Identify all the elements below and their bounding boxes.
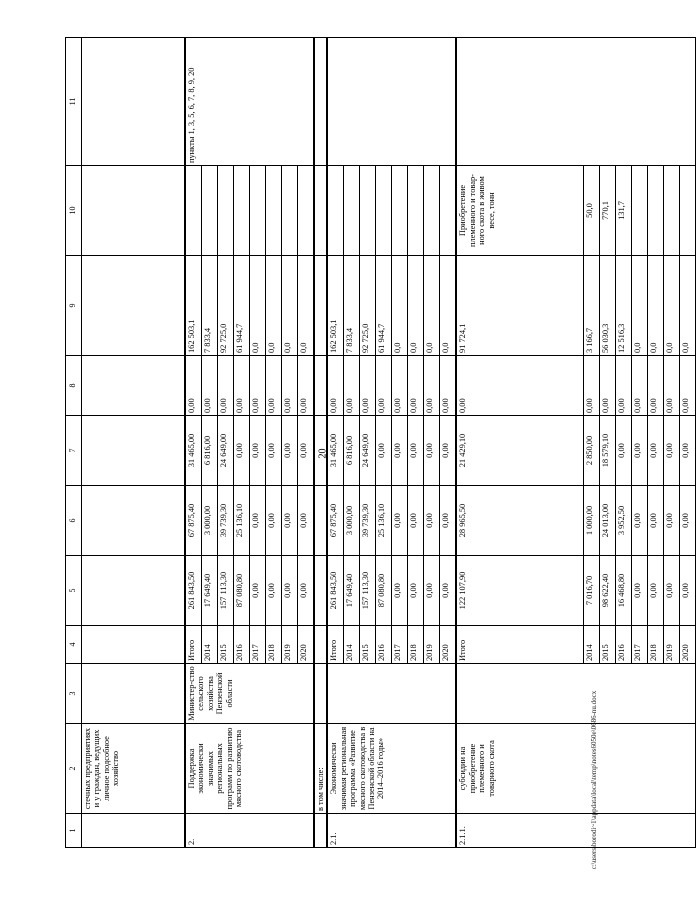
total-cell: 17 649,40 xyxy=(202,556,218,626)
municipal-cell: 0,00 xyxy=(234,356,250,416)
intext-row xyxy=(315,38,327,848)
regional-cell: 0,00 xyxy=(376,416,392,486)
intext-label: в том числе: xyxy=(315,724,327,814)
federal-cell: 25 136,10 xyxy=(376,486,392,556)
regional-cell: 0,00 xyxy=(266,416,282,486)
regional-cell: 2 850,00 xyxy=(584,416,600,486)
row-name: Поддержка экономически значимых региональных программ по развитию мясного скотоводства xyxy=(186,724,314,814)
regional-cell: 0,00 xyxy=(282,416,298,486)
regional-cell: 6 816,00 xyxy=(344,416,360,486)
other-cell: 0,0 xyxy=(250,256,266,356)
municipal-cell: 0,00 xyxy=(186,356,202,416)
total-cell: 0,00 xyxy=(424,556,440,626)
regional-cell: 24 649,00 xyxy=(360,416,376,486)
total-cell: 157 113,30 xyxy=(218,556,234,626)
continuation-row xyxy=(82,38,185,848)
other-cell: 0,0 xyxy=(648,256,664,356)
indicator-cell xyxy=(186,166,202,256)
table-row xyxy=(186,38,202,848)
document-footer-path: c:\users\borodi~1\appdata\local\temp\notes6050e\0686-nu.docx xyxy=(590,690,598,870)
cell xyxy=(315,814,327,848)
federal-cell: 0,00 xyxy=(664,486,680,556)
table-row xyxy=(328,38,344,848)
total-cell: 0,00 xyxy=(282,556,298,626)
col-header: 8 xyxy=(66,356,82,416)
cell xyxy=(82,38,185,166)
cell xyxy=(315,166,327,256)
federal-cell: 39 739,30 xyxy=(360,486,376,556)
row-name: Экономически значимая региональная программа «Развитие мясного скотоводства в Пензенской области на 2014–2016 годы» xyxy=(328,724,456,814)
year-cell: 2015 xyxy=(600,626,616,664)
indicator-cell xyxy=(360,166,376,256)
total-cell: 0,00 xyxy=(664,556,680,626)
regional-cell: 0,00 xyxy=(408,416,424,486)
col-header: 7 xyxy=(66,416,82,486)
total-cell: 0,00 xyxy=(408,556,424,626)
municipal-cell: 0,00 xyxy=(648,356,664,416)
municipal-cell: 0,00 xyxy=(360,356,376,416)
indicator-value: 50,0 xyxy=(584,166,600,256)
cell xyxy=(82,664,185,724)
regional-cell: 24 649,00 xyxy=(218,416,234,486)
cell xyxy=(315,356,327,416)
total-cell: 98 622,40 xyxy=(600,556,616,626)
other-cell: 162 503,1 xyxy=(328,256,344,356)
federal-cell: 67 875,40 xyxy=(186,486,202,556)
federal-cell: 1 000,00 xyxy=(584,486,600,556)
budget-table xyxy=(65,37,185,848)
federal-cell: 25 136,10 xyxy=(234,486,250,556)
federal-cell: 0,00 xyxy=(266,486,282,556)
cell xyxy=(315,486,327,556)
other-cell: 92 725,0 xyxy=(218,256,234,356)
total-cell: 0,00 xyxy=(632,556,648,626)
other-cell: 61 944,7 xyxy=(376,256,392,356)
federal-cell: 67 875,40 xyxy=(328,486,344,556)
indicator-cell xyxy=(202,166,218,256)
municipal-cell: 0,00 xyxy=(376,356,392,416)
regional-cell: 0,00 xyxy=(250,416,266,486)
year-cell: 2019 xyxy=(424,626,440,664)
municipal-cell: 0,00 xyxy=(664,356,680,416)
executor xyxy=(457,664,696,724)
regional-cell: 6 816,00 xyxy=(202,416,218,486)
total-cell: 87 080,80 xyxy=(234,556,250,626)
other-cell: 56 030,3 xyxy=(600,256,616,356)
notes-cell xyxy=(457,38,696,166)
municipal-cell: 0,00 xyxy=(600,356,616,416)
section-2-1-table xyxy=(327,37,456,848)
cell xyxy=(315,626,327,664)
indicator-cell xyxy=(344,166,360,256)
cell xyxy=(82,556,185,626)
cell xyxy=(82,486,185,556)
federal-cell: 3 000,00 xyxy=(344,486,360,556)
municipal-cell: 0,00 xyxy=(298,356,314,416)
regional-cell: 21 429,10 xyxy=(457,416,584,486)
indicator-value xyxy=(648,166,664,256)
cell xyxy=(82,416,185,486)
year-cell: 2020 xyxy=(680,626,696,664)
col-header: 2 xyxy=(66,724,82,814)
indicator-cell xyxy=(298,166,314,256)
row-number: 2.1.1. xyxy=(457,814,696,848)
year-cell: 2019 xyxy=(664,626,680,664)
cell xyxy=(315,38,327,166)
other-cell: 7 833,4 xyxy=(344,256,360,356)
column-number-row xyxy=(66,38,82,848)
municipal-cell: 0,00 xyxy=(392,356,408,416)
municipal-cell: 0,00 xyxy=(250,356,266,416)
other-cell: 12 516,3 xyxy=(616,256,632,356)
indicator-cell xyxy=(440,166,456,256)
total-cell: 7 016,70 xyxy=(584,556,600,626)
total-cell: 0,00 xyxy=(266,556,282,626)
total-cell: 0,00 xyxy=(648,556,664,626)
regional-cell: 0,00 xyxy=(616,416,632,486)
indicator-cell xyxy=(376,166,392,256)
year-cell: 2015 xyxy=(218,626,234,664)
federal-cell: 0,00 xyxy=(392,486,408,556)
total-cell: 16 468,80 xyxy=(616,556,632,626)
regional-cell: 0,00 xyxy=(234,416,250,486)
federal-cell: 0,00 xyxy=(282,486,298,556)
year-cell: 2018 xyxy=(408,626,424,664)
year-cell: 2017 xyxy=(632,626,648,664)
regional-cell: 0,00 xyxy=(632,416,648,486)
indicator-value xyxy=(632,166,648,256)
year-cell: 2020 xyxy=(298,626,314,664)
indicator-cell xyxy=(328,166,344,256)
federal-cell: 3 952,50 xyxy=(616,486,632,556)
municipal-cell: 0,00 xyxy=(218,356,234,416)
municipal-cell: 0,00 xyxy=(616,356,632,416)
total-cell: 157 113,30 xyxy=(360,556,376,626)
regional-cell: 0,00 xyxy=(664,416,680,486)
other-cell: 0,0 xyxy=(282,256,298,356)
regional-cell: 31 465,00 xyxy=(328,416,344,486)
cell xyxy=(82,356,185,416)
other-cell: 61 944,7 xyxy=(234,256,250,356)
federal-cell: 3 000,00 xyxy=(202,486,218,556)
other-cell: 0,0 xyxy=(392,256,408,356)
regional-cell: 0,00 xyxy=(440,416,456,486)
notes-cell: пункты 1, 3, 5, 6, 7, 8, 9, 20 xyxy=(186,38,314,166)
indicator-cell xyxy=(392,166,408,256)
indicator-value xyxy=(664,166,680,256)
regional-cell: 0,00 xyxy=(424,416,440,486)
year-cell: 2018 xyxy=(648,626,664,664)
intext-table xyxy=(314,37,327,848)
federal-cell: 0,00 xyxy=(632,486,648,556)
total-cell: 261 843,50 xyxy=(328,556,344,626)
col-header: 4 xyxy=(66,626,82,664)
indicator-value xyxy=(680,166,696,256)
regional-cell: 18 579,10 xyxy=(600,416,616,486)
cell xyxy=(315,256,327,356)
other-cell: 162 503,1 xyxy=(186,256,202,356)
federal-cell: 28 965,50 xyxy=(457,486,584,556)
municipal-cell: 0,00 xyxy=(424,356,440,416)
other-cell: 92 725,0 xyxy=(360,256,376,356)
federal-cell: 0,00 xyxy=(298,486,314,556)
cell xyxy=(315,416,327,486)
notes-cell xyxy=(328,38,456,166)
total-cell: 0,00 xyxy=(392,556,408,626)
indicator-cell xyxy=(234,166,250,256)
col-header: 11 xyxy=(66,38,82,166)
year-cell: 2014 xyxy=(344,626,360,664)
other-cell: 0,0 xyxy=(440,256,456,356)
other-cell: 0,0 xyxy=(632,256,648,356)
col-header: 5 xyxy=(66,556,82,626)
regional-cell: 0,00 xyxy=(298,416,314,486)
other-cell: 0,0 xyxy=(408,256,424,356)
indicator-cell xyxy=(266,166,282,256)
total-cell: 17 649,40 xyxy=(344,556,360,626)
year-cell: 2016 xyxy=(616,626,632,664)
other-cell: 0,0 xyxy=(424,256,440,356)
other-cell: 0,0 xyxy=(266,256,282,356)
cell xyxy=(315,664,327,724)
year-cell: 2016 xyxy=(234,626,250,664)
federal-cell: 0,00 xyxy=(680,486,696,556)
regional-cell: 0,00 xyxy=(680,416,696,486)
municipal-cell: 0,00 xyxy=(202,356,218,416)
indicator-cell xyxy=(282,166,298,256)
cell xyxy=(82,166,185,256)
col-header: 1 xyxy=(66,814,82,848)
total-cell: 0,00 xyxy=(298,556,314,626)
year-cell: Итого xyxy=(186,626,202,664)
year-cell: Итого xyxy=(457,626,584,664)
col-header: 6 xyxy=(66,486,82,556)
indicator-title: Приобретение племенного и товар-ного скота в живом весе, тонн xyxy=(457,166,584,256)
other-cell: 0,0 xyxy=(664,256,680,356)
municipal-cell: 0,00 xyxy=(328,356,344,416)
indicator-value: 770,1 xyxy=(600,166,616,256)
row-number: 2. xyxy=(186,814,314,848)
col-header: 10 xyxy=(66,166,82,256)
continued-name: стечных предприятиях и у граждан, ведущих личное подсобное хозяйство xyxy=(82,724,185,814)
cell xyxy=(315,556,327,626)
other-cell: 0,0 xyxy=(298,256,314,356)
year-cell: 2017 xyxy=(250,626,266,664)
cell xyxy=(82,814,185,848)
municipal-cell: 0,00 xyxy=(344,356,360,416)
indicator-value: 131,7 xyxy=(616,166,632,256)
federal-cell: 24 013,00 xyxy=(600,486,616,556)
regional-cell: 0,00 xyxy=(392,416,408,486)
year-cell: 2014 xyxy=(202,626,218,664)
year-cell: 2016 xyxy=(376,626,392,664)
municipal-cell: 0,00 xyxy=(632,356,648,416)
row-name: субсидии на приобретение племенного и товарного скота xyxy=(457,724,696,814)
year-cell: 2015 xyxy=(360,626,376,664)
federal-cell: 0,00 xyxy=(408,486,424,556)
municipal-cell: 0,00 xyxy=(282,356,298,416)
col-header: 3 xyxy=(66,664,82,724)
year-cell: Итого xyxy=(328,626,344,664)
regional-cell: 0,00 xyxy=(648,416,664,486)
page-number: 20 xyxy=(317,448,329,459)
section-2-table xyxy=(185,37,314,848)
section-2-1-1-table xyxy=(456,37,696,848)
executor: Министер-ство сельского хозяйства Пензенской области xyxy=(186,664,314,724)
other-cell: 7 833,4 xyxy=(202,256,218,356)
federal-cell: 0,00 xyxy=(424,486,440,556)
federal-cell: 39 739,30 xyxy=(218,486,234,556)
indicator-cell xyxy=(218,166,234,256)
year-cell: 2020 xyxy=(440,626,456,664)
year-cell: 2018 xyxy=(266,626,282,664)
total-cell: 261 843,50 xyxy=(186,556,202,626)
municipal-cell: 0,00 xyxy=(266,356,282,416)
col-header: 9 xyxy=(66,256,82,356)
table-row xyxy=(457,38,584,848)
year-cell: 2019 xyxy=(282,626,298,664)
total-cell: 122 107,90 xyxy=(457,556,584,626)
total-cell: 87 080,80 xyxy=(376,556,392,626)
total-cell: 0,00 xyxy=(250,556,266,626)
indicator-cell xyxy=(424,166,440,256)
cell xyxy=(82,256,185,356)
indicator-cell xyxy=(250,166,266,256)
other-cell: 0,0 xyxy=(680,256,696,356)
year-cell: 2014 xyxy=(584,626,600,664)
other-cell: 91 724,1 xyxy=(457,256,584,356)
municipal-cell: 0,00 xyxy=(408,356,424,416)
cell xyxy=(82,626,185,664)
row-number: 2.1. xyxy=(328,814,456,848)
indicator-cell xyxy=(408,166,424,256)
municipal-cell: 0,00 xyxy=(584,356,600,416)
municipal-cell: 0,00 xyxy=(457,356,584,416)
other-cell: 3 166,7 xyxy=(584,256,600,356)
federal-cell: 0,00 xyxy=(440,486,456,556)
federal-cell: 0,00 xyxy=(250,486,266,556)
year-cell: 2017 xyxy=(392,626,408,664)
regional-cell: 31 465,00 xyxy=(186,416,202,486)
municipal-cell: 0,00 xyxy=(680,356,696,416)
total-cell: 0,00 xyxy=(440,556,456,626)
total-cell: 0,00 xyxy=(680,556,696,626)
federal-cell: 0,00 xyxy=(648,486,664,556)
executor xyxy=(328,664,456,724)
municipal-cell: 0,00 xyxy=(440,356,456,416)
